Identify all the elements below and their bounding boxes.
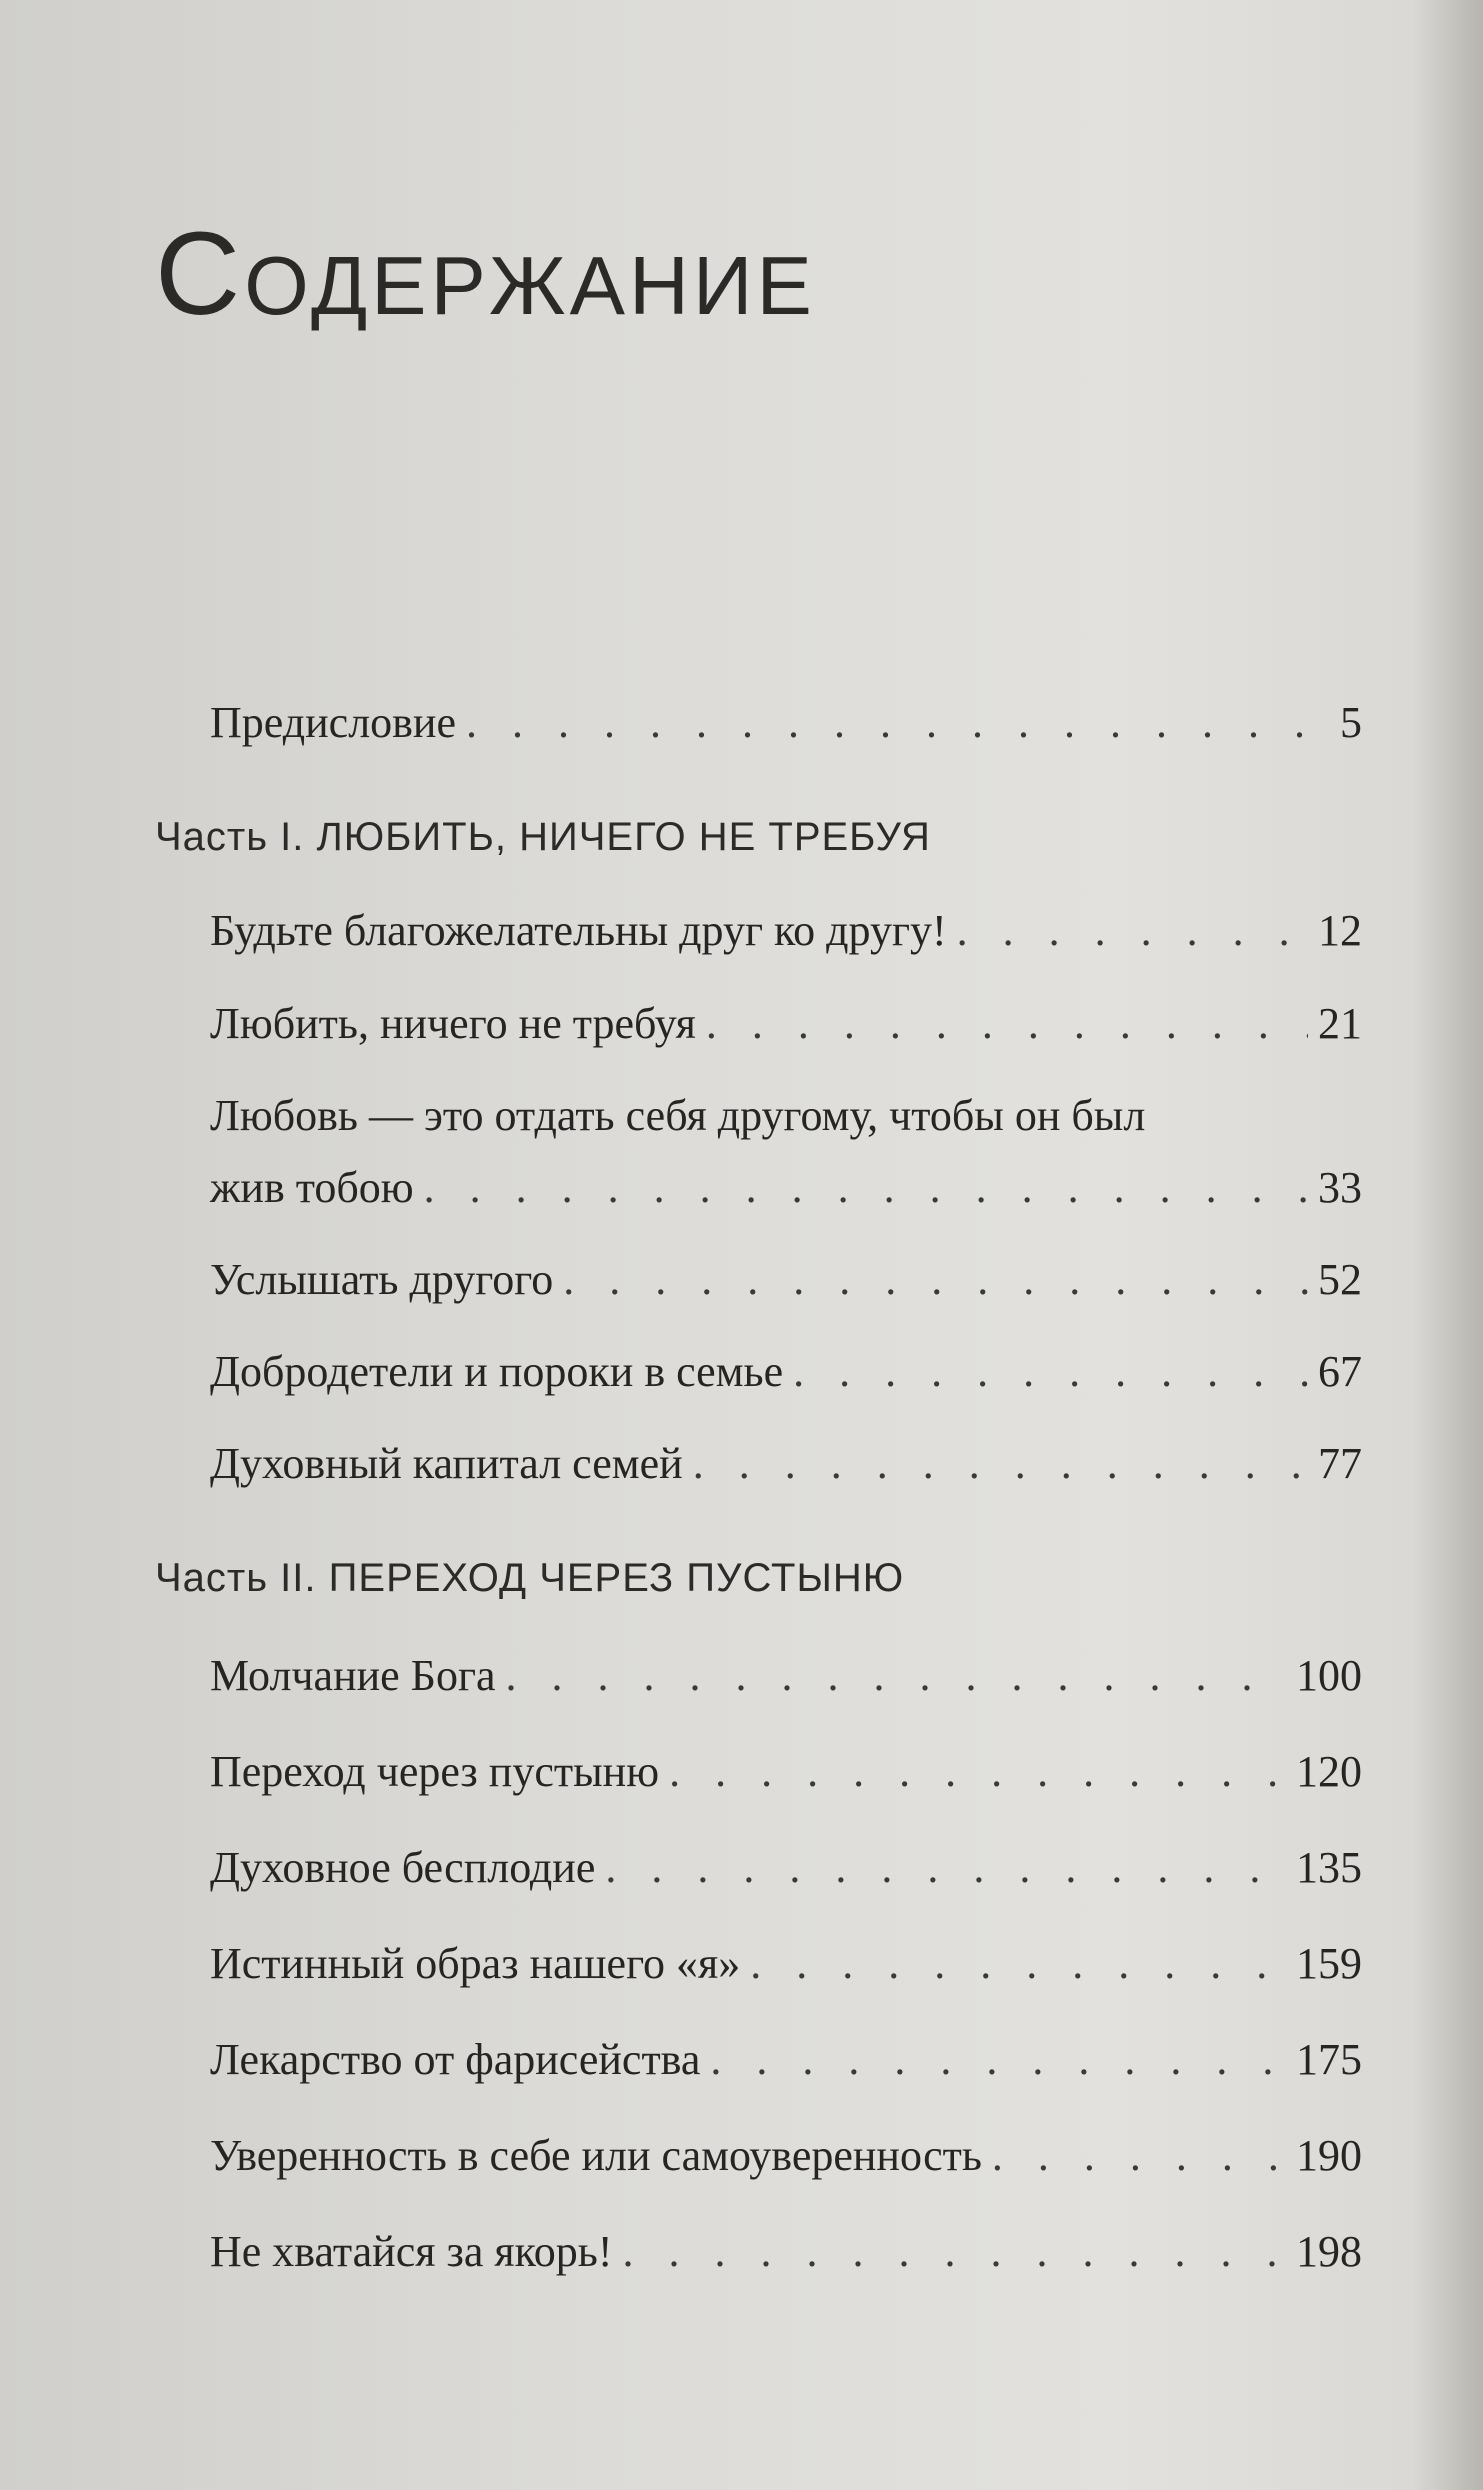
toc-entry-title: жив тобою <box>210 1163 414 1212</box>
toc-entry-page: 198 <box>1296 2227 1362 2276</box>
toc-entry-title: Духовный капитал семей <box>210 1439 683 1488</box>
toc-entry <box>210 1438 1362 1489</box>
toc-entry-title-line1: Любовь — это отдать себя другому, чтобы он был <box>210 1091 1146 1140</box>
leader-dots <box>605 1842 1286 1893</box>
toc-entry-title: Переход через пустыню <box>210 1747 660 1796</box>
toc-entry <box>210 1650 1362 1701</box>
toc-entry <box>210 998 1362 1049</box>
leader-dots <box>706 998 1308 1049</box>
toc-entry <box>210 1254 1362 1305</box>
toc-entry-title: Услышать другого <box>210 1255 554 1304</box>
toc-entry-title: Будьте благожелательны друг ко другу! <box>210 906 947 955</box>
toc-entry <box>210 1162 1362 1213</box>
toc-entry-page: 33 <box>1318 1163 1362 1212</box>
part-heading-2: Часть II. ПЕРЕХОД ЧЕРЕЗ ПУСТЫНЮ <box>155 1556 905 1600</box>
toc-entry <box>210 1938 1362 1989</box>
toc-entry-preface <box>210 697 1362 748</box>
toc-entry-page: 100 <box>1296 1651 1362 1700</box>
toc-entry-page: 190 <box>1296 2131 1362 2180</box>
toc-entry <box>210 905 1362 956</box>
toc-entry-page: 52 <box>1318 1255 1362 1304</box>
toc-entry-title: Лекарство от фарисейства <box>210 2035 701 2084</box>
toc-entry <box>210 2130 1362 2181</box>
leader-dots <box>693 1438 1308 1489</box>
page-edge-shadow <box>1413 0 1483 2490</box>
leader-dots <box>466 697 1330 748</box>
leader-dots <box>623 2226 1286 2277</box>
leader-dots <box>957 905 1308 956</box>
toc-entry-page: 21 <box>1318 999 1362 1048</box>
toc-entry-title: Молчание Бога <box>210 1651 496 1700</box>
leader-dots <box>992 2130 1286 2181</box>
toc-entry-page: 120 <box>1296 1747 1362 1796</box>
toc-entry-title: Любить, ничего не требуя <box>210 999 696 1048</box>
leader-dots <box>506 1650 1286 1701</box>
page-title: Содержание <box>155 208 816 340</box>
toc-entry <box>210 2226 1362 2277</box>
toc-entry-page: 135 <box>1296 1843 1362 1892</box>
leader-dots <box>563 1254 1308 1305</box>
toc-entry-title: Истинный образ нашего «я» <box>210 1939 741 1988</box>
toc-entry-page: 12 <box>1318 906 1362 955</box>
part-heading-1: Часть I. ЛЮБИТЬ, НИЧЕГО НЕ ТРЕБУЯ <box>155 815 931 859</box>
toc-entry <box>210 1842 1362 1893</box>
toc-entry-title: Предисловие <box>210 698 456 747</box>
toc-entry-title: Добродетели и пороки в семье <box>210 1347 784 1396</box>
toc-entry-page: 175 <box>1296 2035 1362 2084</box>
toc-entry <box>210 2034 1362 2085</box>
leader-dots <box>750 1938 1286 1989</box>
toc-entry <box>210 1746 1362 1797</box>
toc-entry-page: 159 <box>1296 1939 1362 1988</box>
leader-dots <box>669 1746 1286 1797</box>
toc-entry-title: Уверенность в себе или самоуверенность <box>210 2131 982 2180</box>
leader-dots <box>424 1162 1308 1213</box>
leader-dots <box>710 2034 1286 2085</box>
leader-dots <box>793 1346 1308 1397</box>
toc-entry-title: Духовное бесплодие <box>210 1843 596 1892</box>
toc-entry-title: Не хватайся за якорь! <box>210 2227 613 2276</box>
toc-entry-page: 5 <box>1340 698 1362 747</box>
toc-entry-page: 77 <box>1318 1439 1362 1488</box>
toc-entry-page: 67 <box>1318 1347 1362 1396</box>
toc-entry <box>210 1346 1362 1397</box>
